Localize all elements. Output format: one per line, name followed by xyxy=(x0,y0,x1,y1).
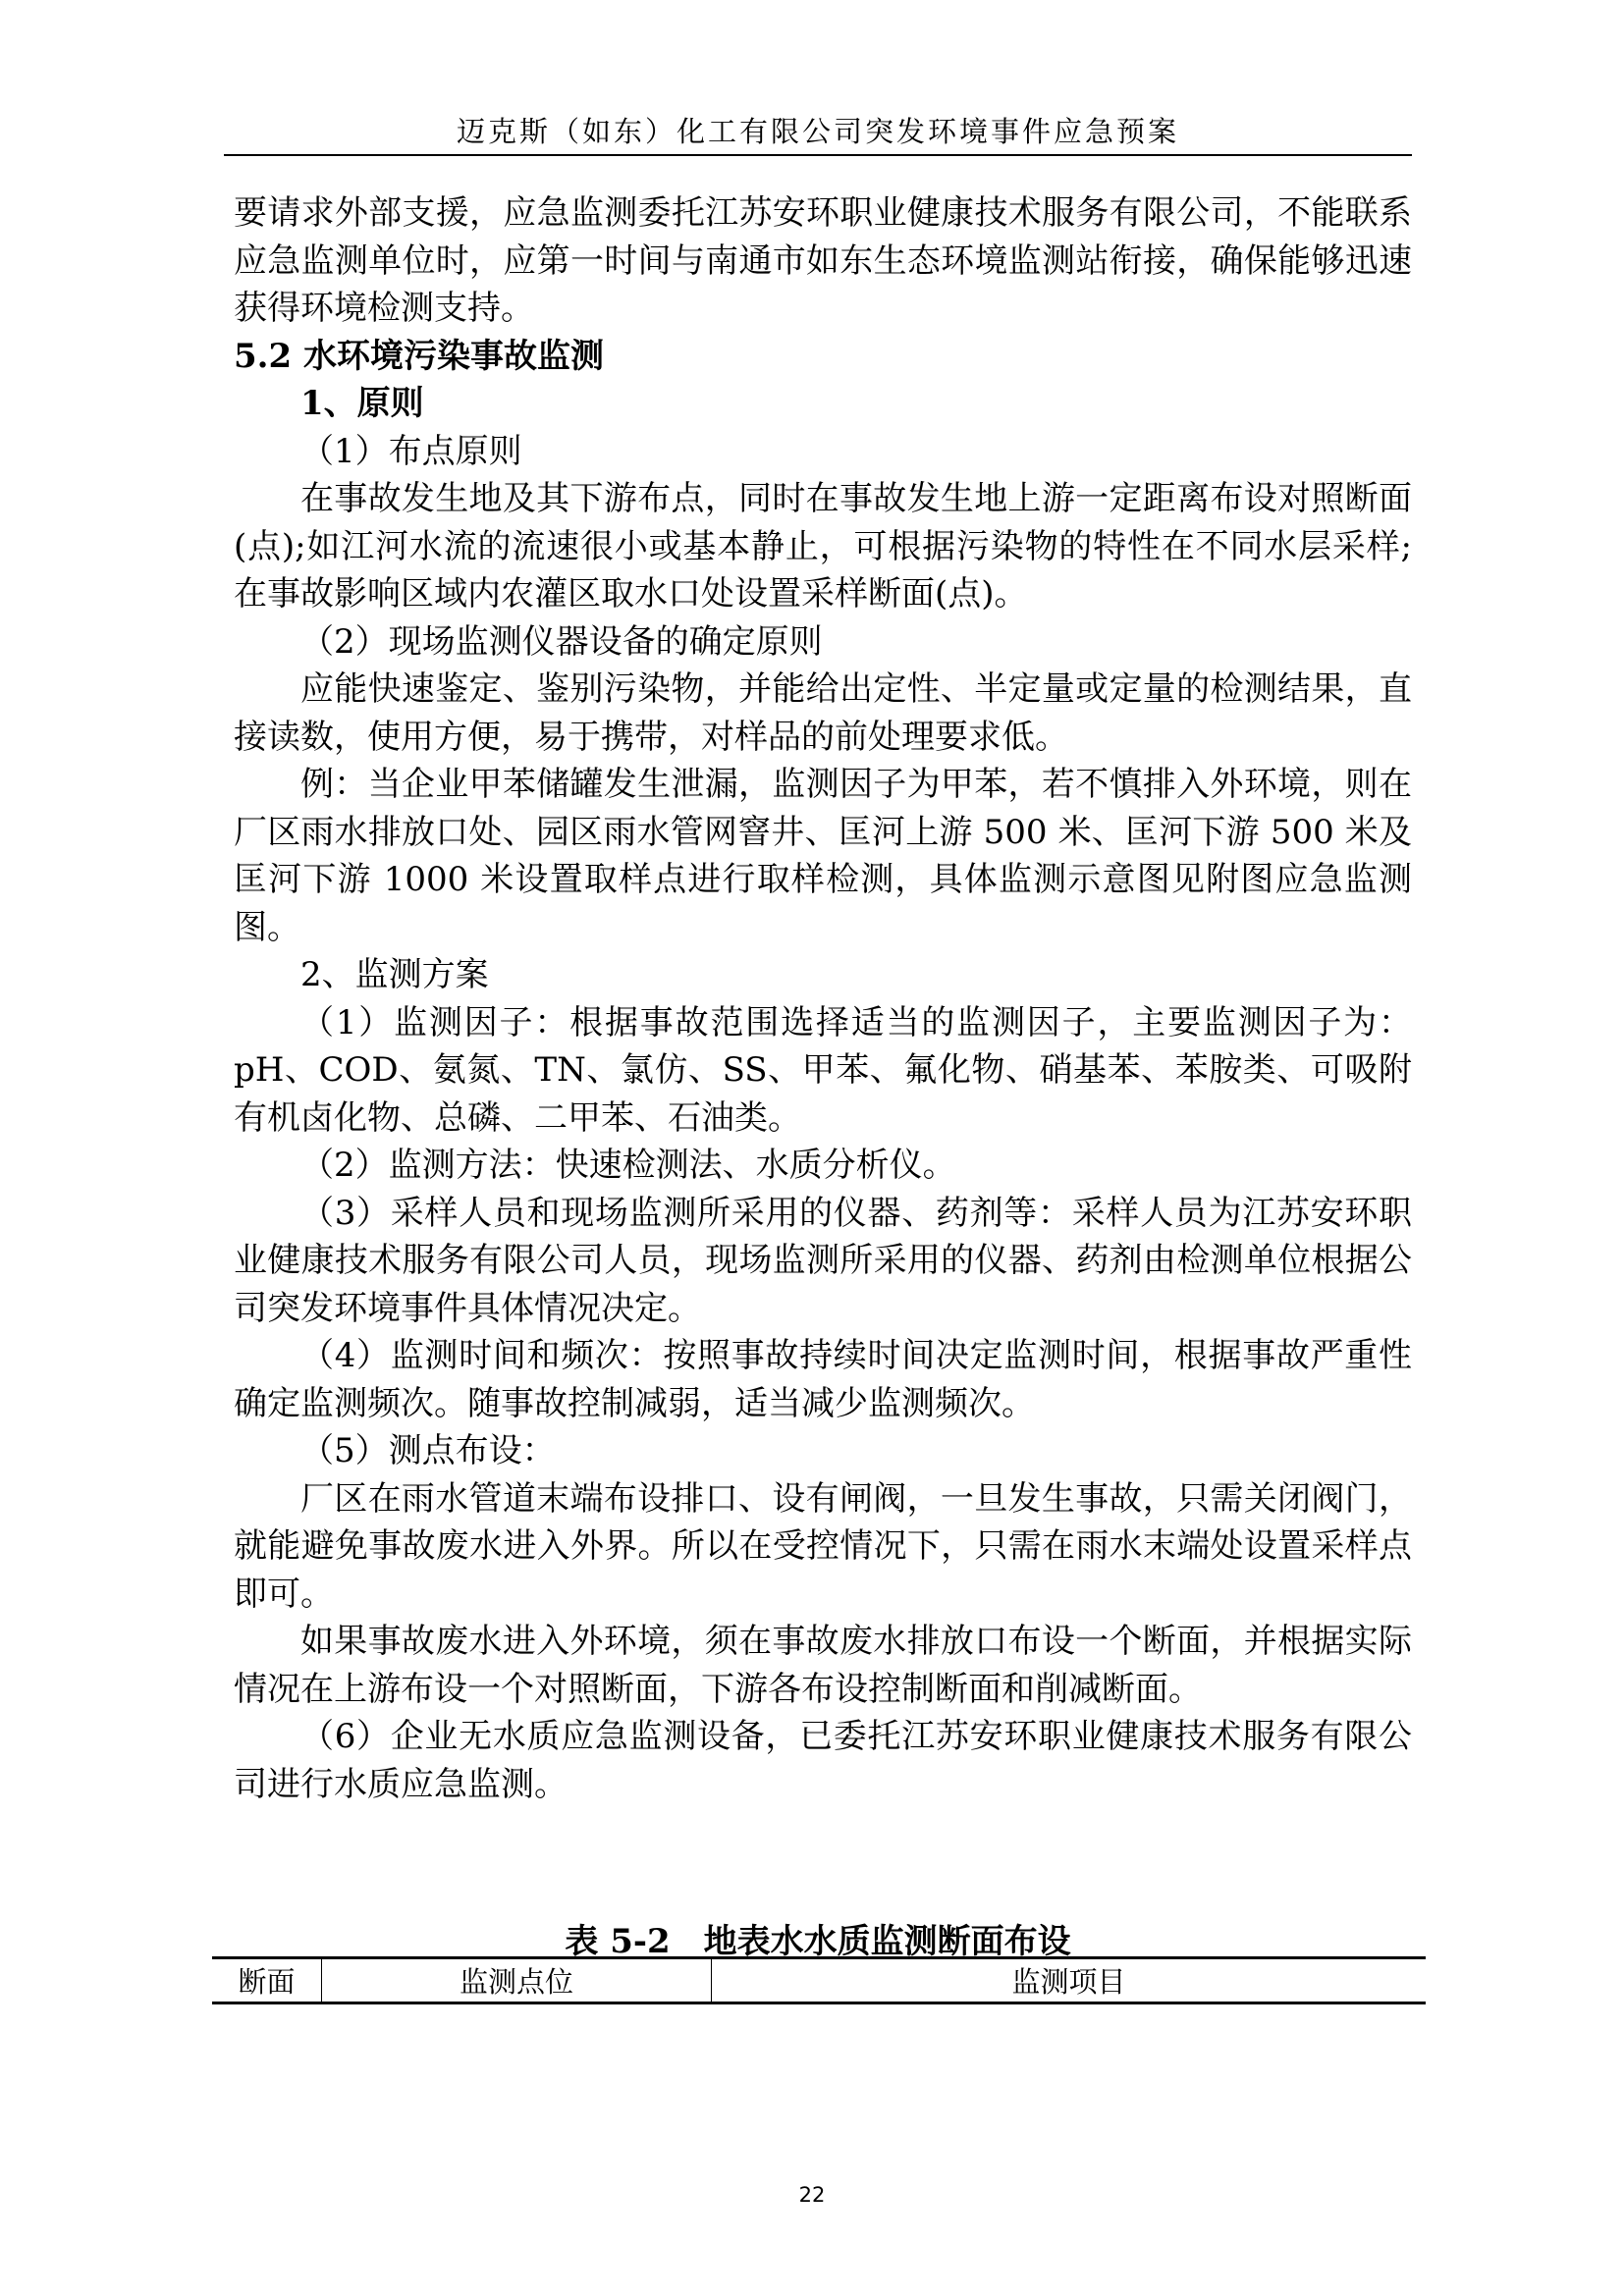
subsection-heading-plan: 2、监测方案 xyxy=(300,955,489,994)
subsection-heading-principles: 1、原则 xyxy=(300,384,424,423)
table-header-point: 监测点位 xyxy=(322,1959,712,2002)
item-heading-instrument-principle: （2）现场监测仪器设备的确定原则 xyxy=(300,621,823,662)
page-number: 22 xyxy=(798,2183,826,2207)
paragraph-points-heading: （5）测点布设： xyxy=(300,1431,556,1470)
header-rule xyxy=(224,154,1412,156)
paragraph-example: 例：当企业甲苯储罐发生泄漏，监测因子为甲苯，若不慎排入外环境，则在厂区雨水排放口处、园区雨水管网窨井、匡河上游 500 米、匡河下游 500 米及匡河下游 1000 米设置取样点进行取样检测，具体监测示意图见附图应急监测图。 xyxy=(234,765,1412,947)
paragraph-methods: （2）监测方法：快速检测法、水质分析仪。 xyxy=(300,1146,956,1185)
body-text xyxy=(234,189,1412,1808)
paragraph-instrument-principle: 应能快速鉴定、鉴别污染物，并能给出定性、半定量或定量的检测结果，直接读数，使用方便，易于携带，对样品的前处理要求低。 xyxy=(234,669,1412,757)
paragraph-rain-outlet: 厂区在雨水管道末端布设排口、设有闸阀，一旦发生事故，只需关闭阀门，就能避免事故废水进入外界。所以在受控情况下，只需在雨水末端处设置采样点即可。 xyxy=(234,1478,1412,1614)
paragraph-entrusted-monitoring: （6）企业无水质应急监测设备，已委托江苏安环职业健康技术服务有限公司进行水质应急监测。 xyxy=(234,1717,1412,1804)
paragraph-layout-principle: 在事故发生地及其下游布点，同时在事故发生地上游一定距离布设对照断面(点);如江河水流的流速很小或基本静止，可根据污染物的特性在不同水层采样;在事故影响区域内农灌区取水口处设置采样断面(点)。 xyxy=(234,479,1412,614)
table-header-items: 监测项目 xyxy=(1011,1965,1126,1999)
running-header: 迈克斯（如东）化工有限公司突发环境事件应急预案 xyxy=(456,115,1179,148)
item-heading-layout-principle: （1）布点原则 xyxy=(300,431,522,471)
paragraph-personnel: （3）采样人员和现场监测所采用的仪器、药剂等：采样人员为江苏安环职业健康技术服务有限公司人员，现场监测所采用的仪器、药剂由检测单位根据公司突发环境事件具体情况决定。 xyxy=(234,1193,1412,1328)
paragraph-external-environment: 如果事故废水进入外环境，须在事故废水排放口布设一个断面，并根据实际情况在上游布设一个对照断面，下游各布设控制断面和削减断面。 xyxy=(234,1622,1412,1709)
paragraph-factors: （1）监测因子：根据事故范围选择适当的监测因子，主要监测因子为：pH、COD、氨氮、TN、氯仿、SS、甲苯、氟化物、硝基苯、苯胺类、可吸附有机卤化物、总磷、二甲苯、石油类。 xyxy=(234,1002,1412,1138)
paragraph-frequency: （4）监测时间和频次：按照事故持续时间决定监测时间，根据事故严重性确定监测频次。随事故控制减弱，适当减少监测频次。 xyxy=(234,1336,1412,1423)
table-caption: 表 5-2 地表水水质监测断面布设 xyxy=(565,1922,1071,1961)
monitoring-section-table xyxy=(212,1956,1426,2004)
section-heading: 5.2 水环境污染事故监测 xyxy=(234,336,604,376)
paragraph-continuation: 要请求外部支援，应急监测委托江苏安环职业健康技术服务有限公司，不能联系应急监测单位时，应第一时间与南通市如东生态环境监测站衔接，确保能够迅速获得环境检测支持。 xyxy=(234,193,1412,328)
table-header-section: 断面 xyxy=(212,1959,322,2002)
